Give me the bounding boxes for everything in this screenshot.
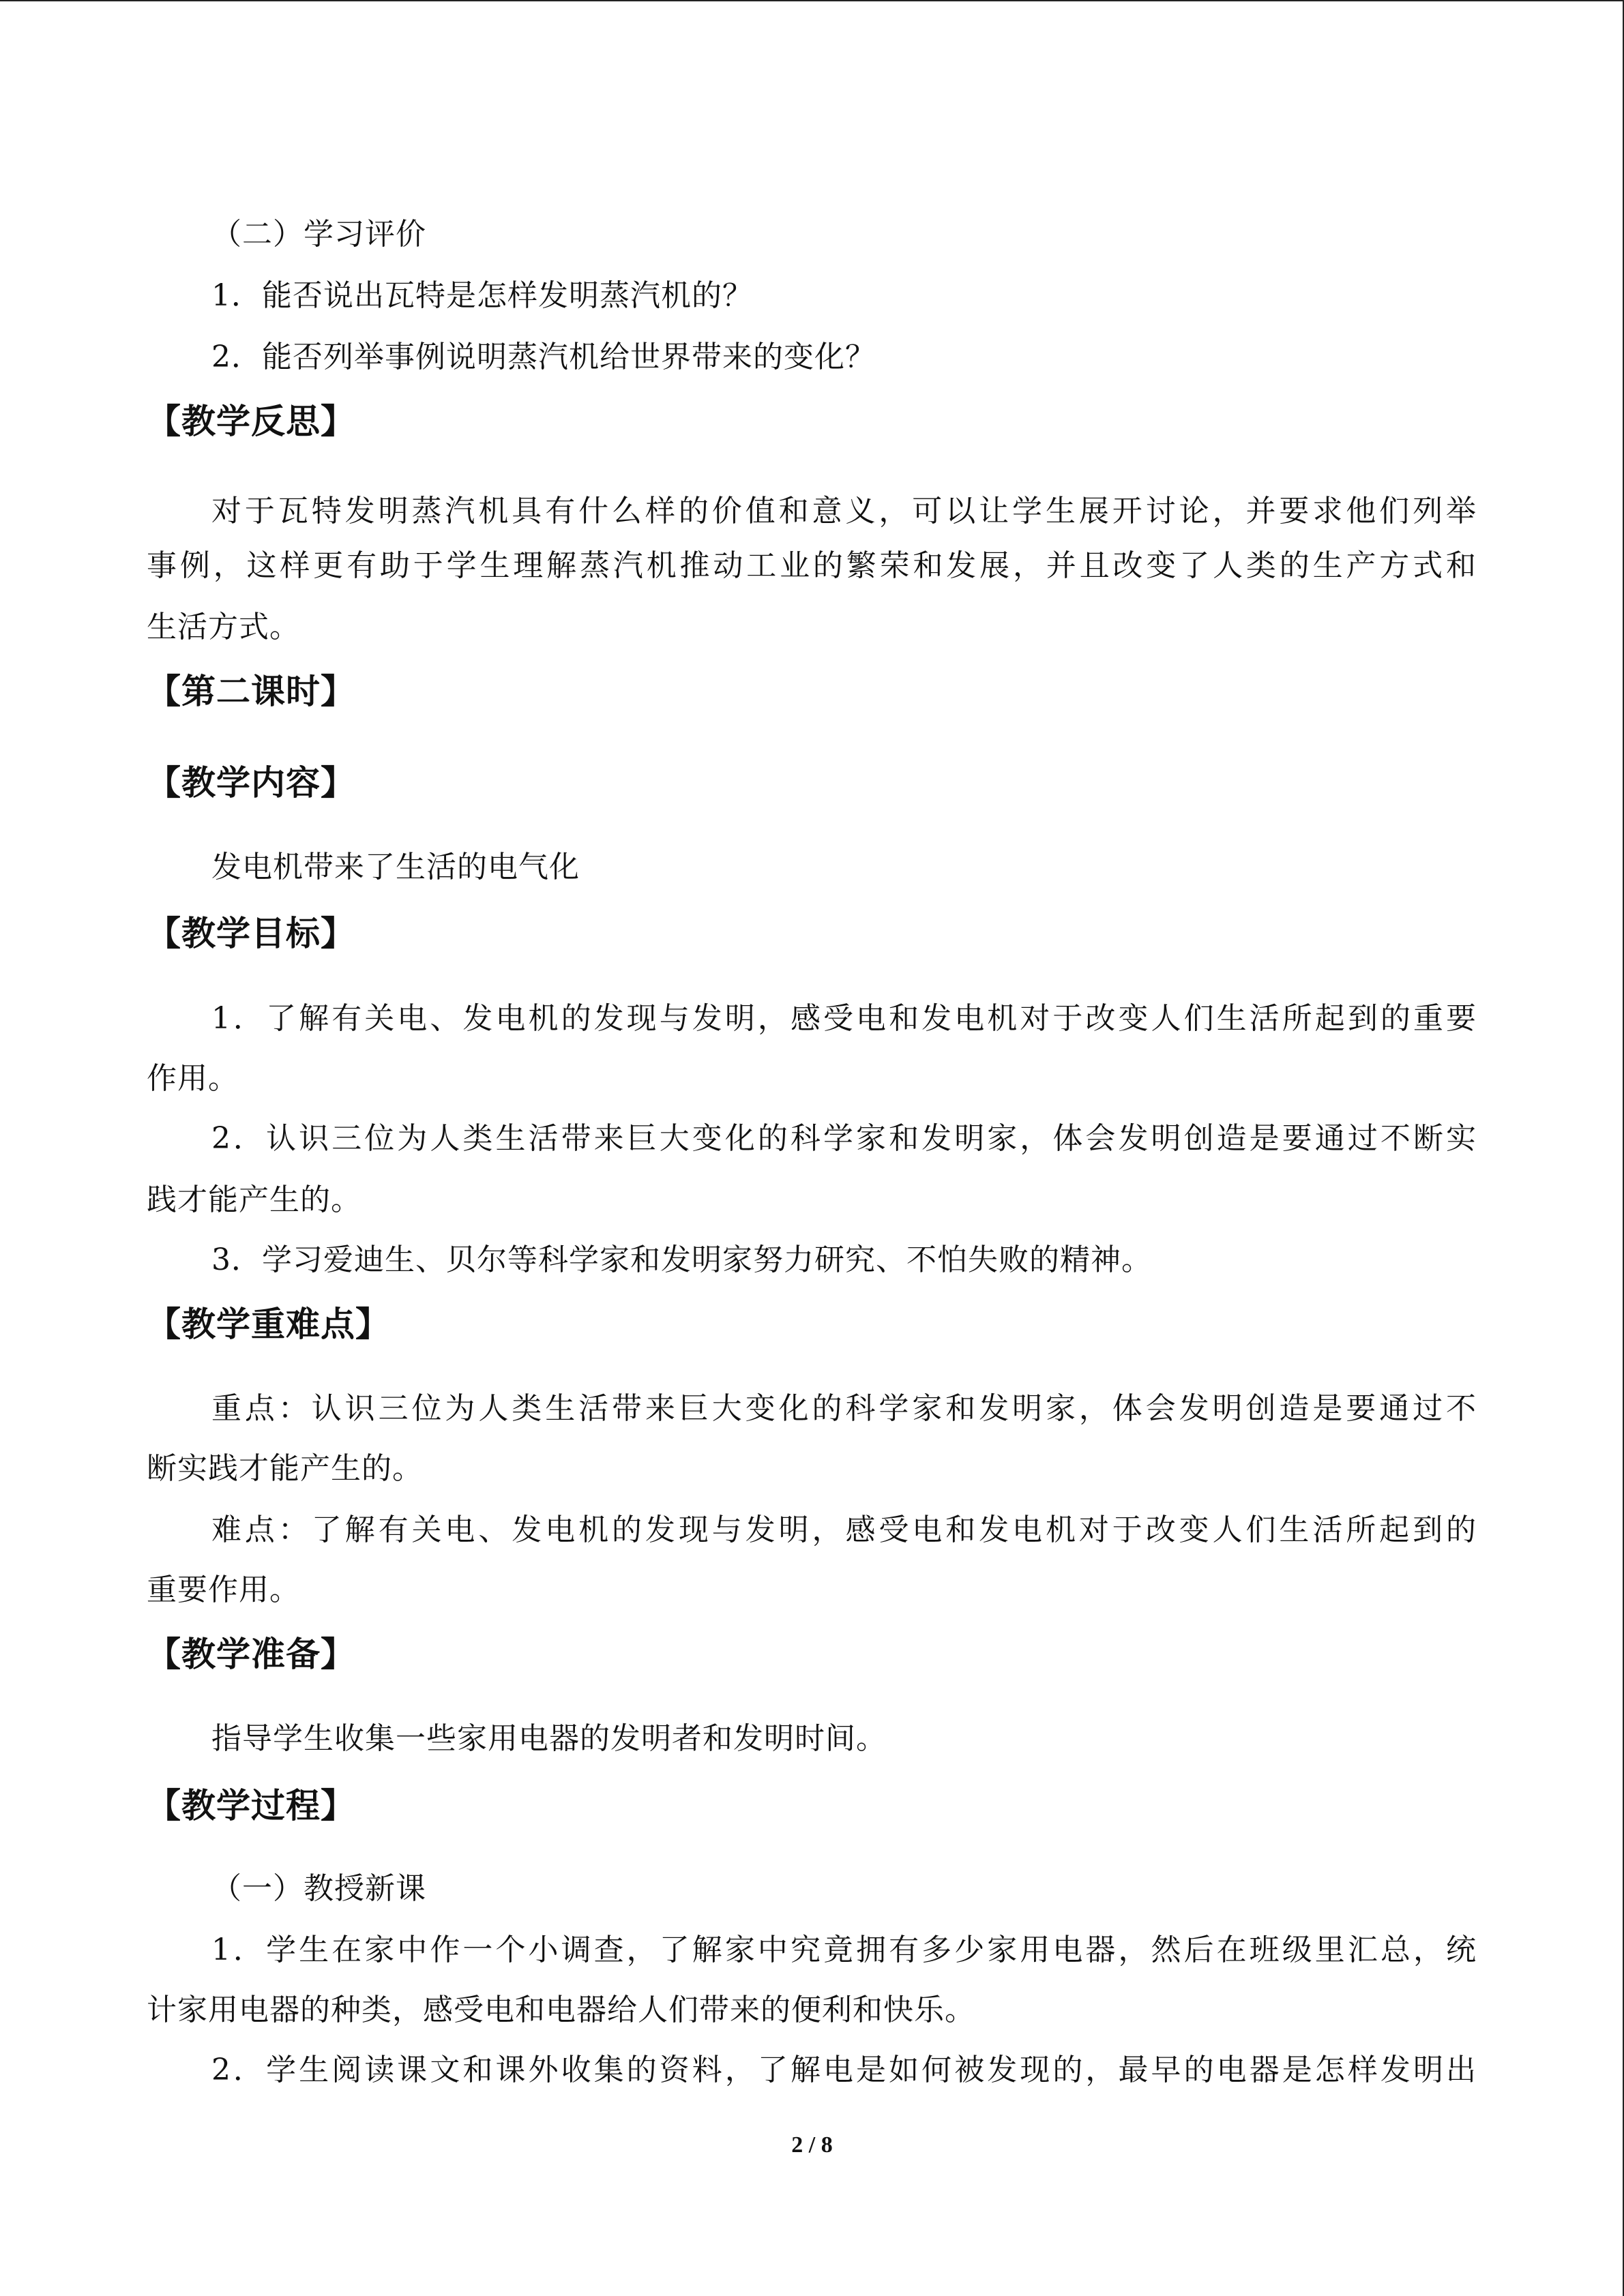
page-number: 2 / 8 [791, 2132, 833, 2158]
reflection-line-2: 事例，这样更有助于学生理解蒸汽机推动工业的繁荣和发展，并且改变了人类的生产方式和 [147, 548, 1477, 583]
keypoint-2-line-2: 重要作用。 [147, 1572, 300, 1607]
reflection-heading: 【教学反思】 [147, 402, 355, 441]
eval-subheading: （二）学习评价 [211, 217, 426, 252]
keypoint-2-line-1: 难点：了解有关电、发电机的发现与发明，感受电和发电机对于改变人们生活所起到的 [211, 1512, 1477, 1547]
goal-1-line-2: 作用。 [147, 1061, 239, 1096]
process-1-line-1: 1．学生在家中作一个小调查，了解家中究竟拥有多少家用电器，然后在班级里汇总，统 [211, 1933, 1477, 1967]
process-heading: 【教学过程】 [147, 1786, 355, 1825]
reflection-line-1: 对于瓦特发明蒸汽机具有什么样的价值和意义，可以让学生展开讨论，并要求他们列举 [211, 494, 1477, 528]
keypoints-heading: 【教学重难点】 [147, 1304, 390, 1344]
prep-text: 指导学生收集一些家用电器的发明者和发明时间。 [211, 1721, 887, 1756]
eval-question-2: 2．能否列举事例说明蒸汽机给世界带来的变化？ [211, 340, 876, 374]
lesson2-heading: 【第二课时】 [147, 672, 355, 711]
process-subheading: （一）教授新课 [211, 1871, 426, 1906]
content-text: 发电机带来了生活的电气化 [211, 850, 580, 884]
content-heading: 【教学内容】 [147, 763, 355, 803]
keypoint-1-line-1: 重点：认识三位为人类生活带来巨大变化的科学家和发明家，体会发明创造是要通过不 [211, 1391, 1477, 1426]
goal-2-line-1: 2．认识三位为人类生活带来巨大变化的科学家和发明家，体会发明创造是要通过不断实 [211, 1121, 1477, 1156]
keypoint-1-line-2: 断实践才能产生的。 [147, 1451, 423, 1486]
goal-3: 3．学习爱迪生、贝尔等科学家和发明家努力研究、不怕失败的精神。 [211, 1242, 1152, 1277]
goal-1-line-1: 1．了解有关电、发电机的发现与发明，感受电和发电机对于改变人们生活所起到的重要 [211, 1001, 1477, 1036]
reflection-line-3: 生活方式。 [147, 610, 300, 644]
process-1-line-2: 计家用电器的种类，感受电和电器给人们带来的便利和快乐。 [147, 1993, 975, 2027]
prep-heading: 【教学准备】 [147, 1635, 355, 1674]
goals-heading: 【教学目标】 [147, 914, 355, 953]
goal-2-line-2: 践才能产生的。 [147, 1182, 361, 1217]
page-border-top [0, 0, 1624, 1]
process-2-line-1: 2．学生阅读课文和课外收集的资料，了解电是如何被发现的，最早的电器是怎样发明出 [211, 2053, 1477, 2087]
eval-question-1: 1．能否说出瓦特是怎样发明蒸汽机的？ [211, 278, 753, 313]
